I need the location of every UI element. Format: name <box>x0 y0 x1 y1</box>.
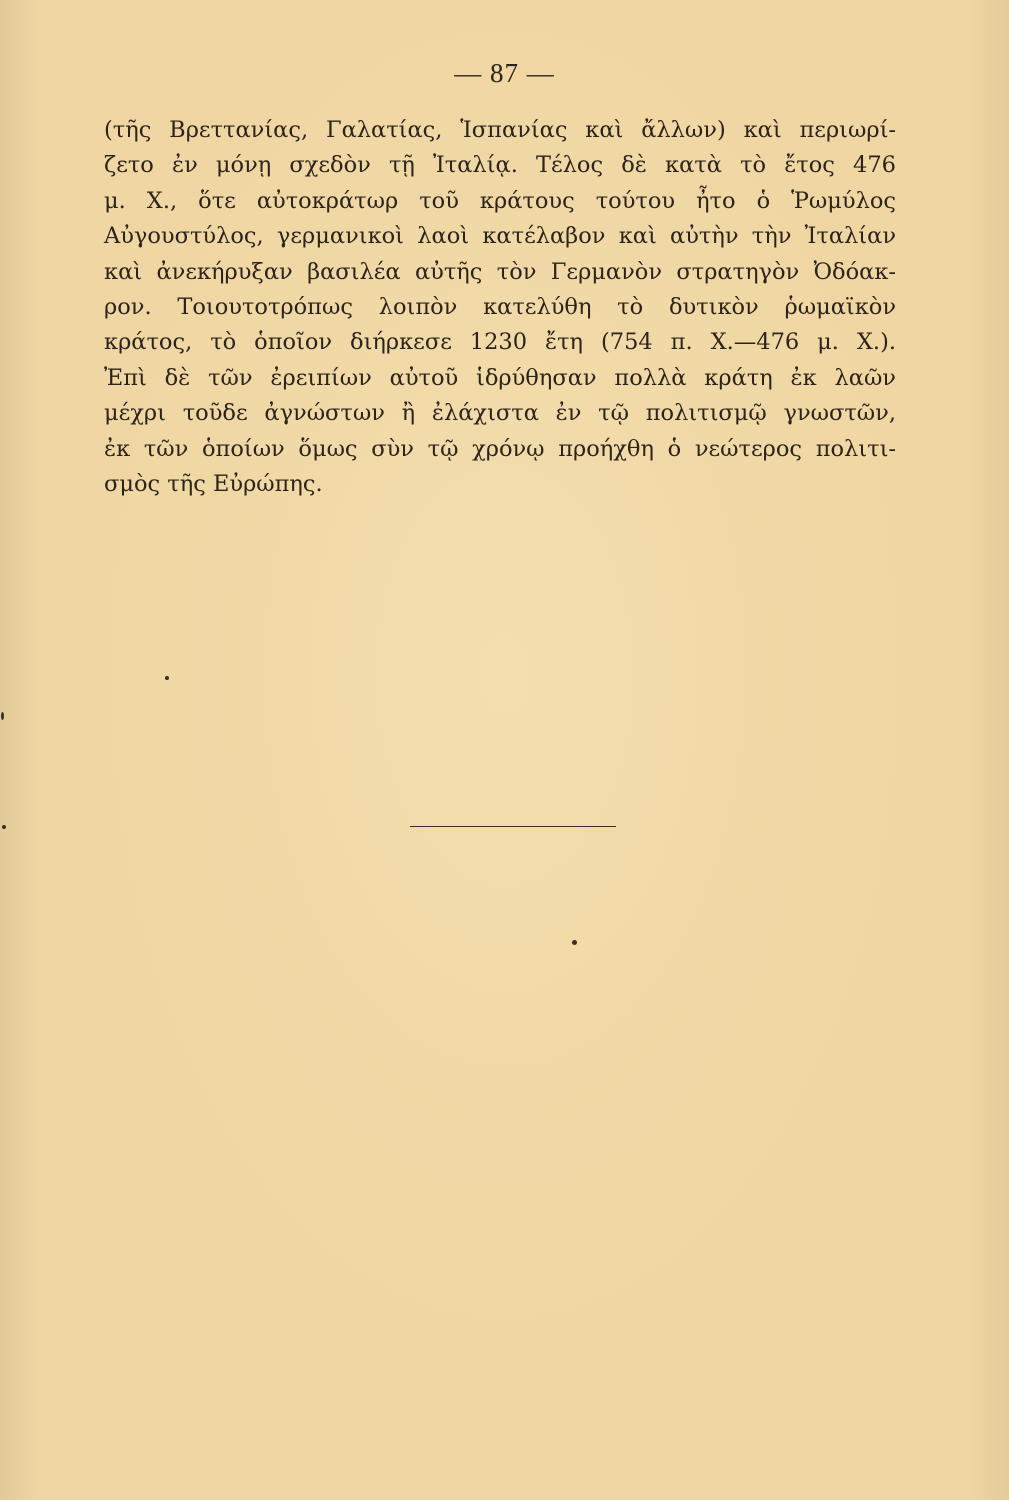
page-number: — 87 — <box>454 58 555 88</box>
ink-speck <box>572 940 577 945</box>
section-divider <box>410 826 616 827</box>
ink-speck <box>165 676 169 680</box>
text-line: μέχρι τοῦδε ἀγνώστων ἢ ἐλάχιστα ἐν τῷ πολιτισμῷ γνωστῶν, <box>104 400 896 427</box>
text-line: ζετο ἐν μόνῃ σχεδὸν τῇ Ἰταλίᾳ. Τέλος δὲ κατὰ τὸ ἔτος 476 <box>104 152 896 179</box>
text-line: σμὸς τῆς Εὐρώπης. <box>104 471 323 498</box>
text-line: Αὐγουστύλος, γερμανικοὶ λαοὶ κατέλαβον καὶ αὐτὴν τὴν Ἰταλίαν <box>104 223 896 250</box>
ink-speck <box>1 712 4 720</box>
body-paragraph <box>104 113 896 502</box>
ink-speck <box>2 825 6 829</box>
text-line: ἐκ τῶν ὁποίων ὅμως σὺν τῷ χρόνῳ προήχθη ὁ νεώτερος πολιτι- <box>104 435 896 462</box>
text-line: Ἐπὶ δὲ τῶν ἐρειπίων αὐτοῦ ἱδρύθησαν πολλὰ κράτη ἐκ λαῶν <box>104 364 896 391</box>
text-line: ρον. Τοιουτοτρόπως λοιπὸν κατελύθη τὸ δυτικὸν ῥωμαϊκὸν <box>104 294 896 321</box>
text-line: καὶ ἀνεκήρυξαν βασιλέα αὐτῆς τὸν Γερμανὸν στρατηγὸν Ὀδόακ- <box>104 258 896 285</box>
text-line: (τῆς Βρεττανίας, Γαλατίας, Ἱσπανίας καὶ ἄλλων) καὶ περιωρί- <box>104 117 896 143</box>
text-line: μ. Χ., ὅτε αὐτοκράτωρ τοῦ κράτους τούτου ἦτο ὁ Ῥωμύλος <box>104 187 896 214</box>
text-line: κράτος, τὸ ὁποῖον διήρκεσε 1230 ἔτη (754 π. Χ.—476 μ. Χ.). <box>104 329 896 356</box>
